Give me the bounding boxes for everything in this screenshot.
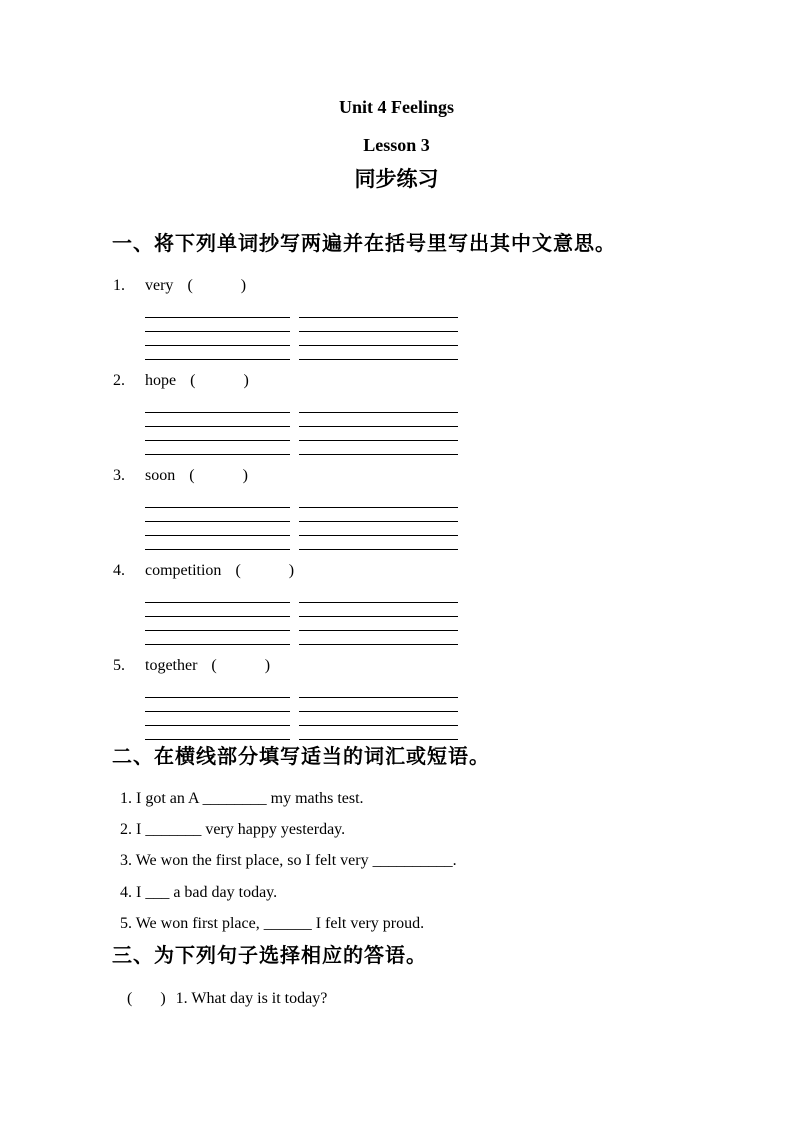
meaning-parentheses: ( ) bbox=[190, 372, 249, 389]
writing-grid bbox=[145, 684, 458, 740]
item-word: together bbox=[145, 657, 198, 674]
item-number: 1. bbox=[113, 277, 125, 294]
writing-grid-left bbox=[145, 684, 290, 740]
word-item-line bbox=[0, 466, 793, 486]
fill-blank-sentence-3: 3. We won the first place, so I felt very __________. bbox=[120, 852, 457, 869]
writing-grid-right bbox=[299, 684, 458, 740]
meaning-parentheses: ( ) bbox=[187, 277, 247, 294]
word-item-together bbox=[0, 656, 793, 751]
fill-blank-sentence-5: 5. We won first place, ______ I felt very proud. bbox=[120, 915, 425, 932]
fill-blank-sentence-2: 2. I _______ very happy yesterday. bbox=[120, 821, 346, 838]
choice-question-1 bbox=[127, 989, 753, 1009]
word-item-line bbox=[0, 371, 793, 391]
writing-grid-left bbox=[145, 304, 290, 360]
writing-grid-left bbox=[145, 399, 290, 455]
item-word: very bbox=[145, 277, 174, 294]
writing-grid bbox=[145, 589, 458, 645]
section-one-heading: 一、将下列单词抄写两遍并在括号里写出其中文意思。 bbox=[112, 233, 616, 255]
meaning-parentheses: ( ) bbox=[189, 467, 248, 484]
fill-blank-sentence-1: 1. I got an A ________ my maths test. bbox=[120, 790, 364, 807]
item-number: 4. bbox=[113, 562, 125, 579]
writing-grid bbox=[145, 399, 458, 455]
meaning-parentheses: ( ) bbox=[211, 657, 271, 674]
item-word: competition bbox=[145, 562, 222, 579]
writing-grid-right bbox=[299, 399, 458, 455]
word-item-soon bbox=[0, 466, 793, 561]
word-item-line bbox=[0, 656, 793, 676]
item-number: 3. bbox=[113, 467, 125, 484]
writing-grid-left bbox=[145, 494, 290, 550]
fill-blank-sentence-4: 4. I ___ a bad day today. bbox=[120, 884, 278, 901]
meaning-parentheses: ( ) bbox=[235, 562, 295, 579]
writing-grid-right bbox=[299, 494, 458, 550]
item-number: 5. bbox=[113, 657, 125, 674]
word-item-very bbox=[0, 276, 793, 371]
worksheet-subtitle: 同步练习 bbox=[354, 168, 439, 191]
question-text: 1. What day is it today? bbox=[175, 990, 328, 1007]
writing-grid-right bbox=[299, 304, 458, 360]
writing-grid-right bbox=[299, 589, 458, 645]
unit-title: Unit 4 Feelings bbox=[339, 97, 454, 117]
word-item-hope bbox=[0, 371, 793, 466]
answer-parentheses: ( ) bbox=[127, 990, 166, 1007]
item-word: soon bbox=[145, 467, 176, 484]
item-number: 2. bbox=[113, 372, 125, 389]
writing-grid bbox=[145, 494, 458, 550]
section-two-heading: 二、在横线部分填写适当的词汇或短语。 bbox=[112, 746, 490, 768]
word-item-line bbox=[0, 561, 793, 581]
writing-grid-left bbox=[145, 589, 290, 645]
writing-grid bbox=[145, 304, 458, 360]
lesson-title: Lesson 3 bbox=[363, 135, 430, 155]
section-three-heading: 三、为下列句子选择相应的答语。 bbox=[112, 945, 427, 967]
word-item-line bbox=[0, 276, 793, 296]
item-word: hope bbox=[145, 372, 177, 389]
word-item-competition bbox=[0, 561, 793, 656]
